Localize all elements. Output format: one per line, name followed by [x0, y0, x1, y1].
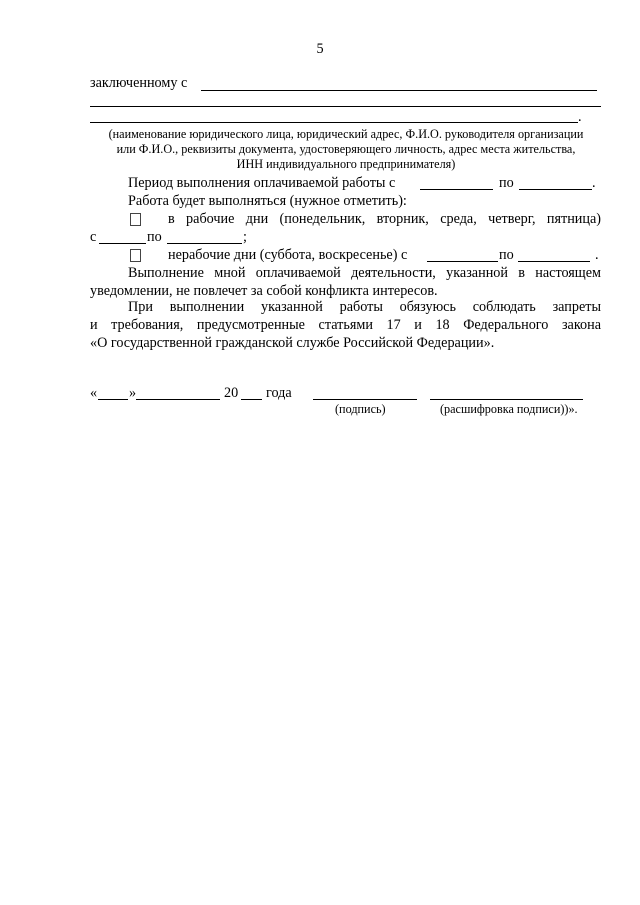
period-to-label: по	[499, 175, 514, 191]
contract-party-field[interactable]	[201, 90, 597, 91]
date-close-quote: »	[129, 385, 137, 401]
page-number: 5	[316, 41, 324, 57]
signature-field[interactable]	[313, 399, 417, 400]
statement1-line2: уведомлении, не повлечет за собой конфликта интересов.	[90, 283, 438, 299]
caption-line-1: (наименование юридического лица, юридический адрес, Ф.И.О. руководителя организации	[108, 127, 584, 141]
weekends-to-field[interactable]	[518, 261, 590, 262]
caption-line-2: или Ф.И.О., реквизиты документа, удостоверяющего личность, адрес места жительства,	[116, 142, 576, 156]
period-to-field[interactable]	[519, 189, 592, 190]
workdays-from-field[interactable]	[99, 243, 146, 244]
workdays-end: ;	[243, 229, 247, 245]
date-open-quote: «	[90, 385, 98, 401]
signature-decode-label: (расшифровка подписи))».	[440, 402, 578, 416]
statement2-line3: «О государственной гражданской службе Российской Федерации».	[90, 335, 495, 351]
period-from-field[interactable]	[420, 189, 493, 190]
date-year-field[interactable]	[241, 399, 262, 400]
workdays-to-label: по	[147, 229, 162, 245]
workdays-from-label: с	[90, 229, 97, 245]
workdays-checkbox[interactable]	[130, 213, 141, 226]
date-year-suffix: года	[266, 385, 292, 401]
contract-party-field-2[interactable]	[90, 106, 601, 107]
weekends-from-field[interactable]	[427, 261, 498, 262]
period-text: Период выполнения оплачиваемой работы с	[128, 175, 396, 191]
workdays-to-field[interactable]	[167, 243, 242, 244]
date-year-prefix: 20	[224, 385, 239, 401]
contract-end-dot: .	[578, 109, 582, 125]
weekends-end: .	[595, 247, 599, 263]
signature-label: (подпись)	[335, 402, 386, 416]
weekends-checkbox[interactable]	[130, 249, 141, 262]
workdays-text: в рабочие дни (понедельник, вторник, среда, четверг, пятница)	[168, 211, 601, 227]
statement1-line1: Выполнение мной оплачиваемой деятельности, указанной в настоящем	[128, 265, 601, 281]
statement2-line2: и требования, предусмотренные статьями 17 и 18 Федерального закона	[90, 317, 601, 333]
schedule-title: Работа будет выполняться (нужное отметить):	[128, 193, 407, 209]
weekends-text: нерабочие дни (суббота, воскресенье) с	[168, 247, 408, 263]
date-month-field[interactable]	[136, 399, 220, 400]
date-day-field[interactable]	[98, 399, 128, 400]
period-end-dot: .	[592, 175, 596, 191]
contract-party-field-3[interactable]	[90, 122, 578, 123]
caption-line-3: ИНН индивидуального предпринимателя)	[236, 157, 456, 171]
statement2-line1: При выполнении указанной работы обязуюсь соблюдать запреты	[128, 299, 601, 315]
weekends-to-label: по	[499, 247, 514, 263]
contract-prefix: заключенному с	[90, 75, 188, 91]
signature-decode-field[interactable]	[430, 399, 583, 400]
